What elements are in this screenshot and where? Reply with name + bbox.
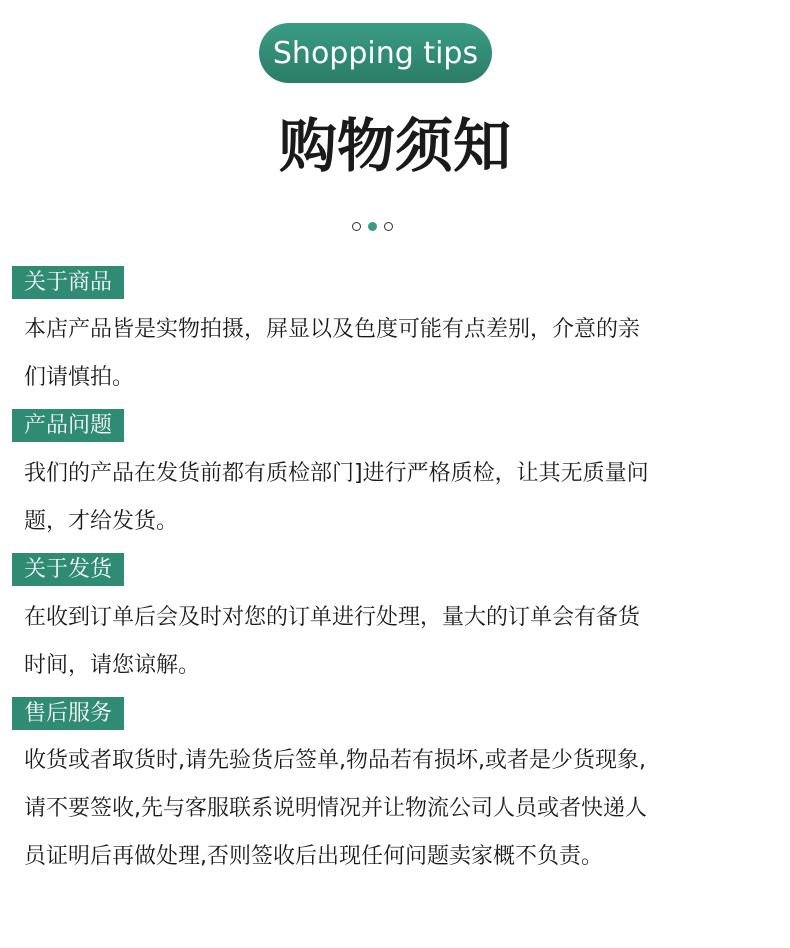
- text-line: 收货或者取货时,请先验货后签单,物品若有损坏,或者是少货现象,: [24, 748, 646, 773]
- dot-1: [352, 222, 361, 231]
- section-label-product: 关于商品: [12, 266, 124, 299]
- page-title: 购物须知: [278, 112, 511, 180]
- section-text-quality: [24, 450, 764, 546]
- shopping-tips-pill: [259, 23, 492, 83]
- text-line: 请不要签收,先与客服联系说明情况并让物流公司人员或者快递人: [24, 796, 647, 821]
- text-line: 题，才给发货。: [24, 509, 179, 534]
- pagination-dots: [352, 222, 393, 231]
- section-label-quality: 产品问题: [12, 409, 124, 442]
- section-text-shipping: [24, 594, 764, 690]
- text-line: 们请慎拍。: [24, 365, 135, 390]
- section-text-after-sales: [24, 737, 764, 881]
- section-text-product: [24, 306, 764, 402]
- text-line: 员证明后再做处理,否则签收后出现任何问题卖家概不负责。: [24, 844, 603, 869]
- section-label-after-sales: 售后服务: [12, 697, 124, 730]
- section-label-shipping: 关于发货: [12, 553, 124, 586]
- text-line: 在收到订单后会及时对您的订单进行处理，量大的订单会有备货: [24, 605, 641, 630]
- dot-3: [384, 222, 393, 231]
- text-line: 我们的产品在发货前都有质检部门]进行严格质检，让其无质量问: [24, 461, 649, 486]
- dot-2-active: [368, 222, 377, 231]
- text-line: 本店产品皆是实物拍摄，屏显以及色度可能有点差别，介意的亲: [24, 317, 641, 342]
- pill-text: Shopping tips: [272, 35, 479, 71]
- text-line: 时间，请您谅解。: [24, 653, 201, 678]
